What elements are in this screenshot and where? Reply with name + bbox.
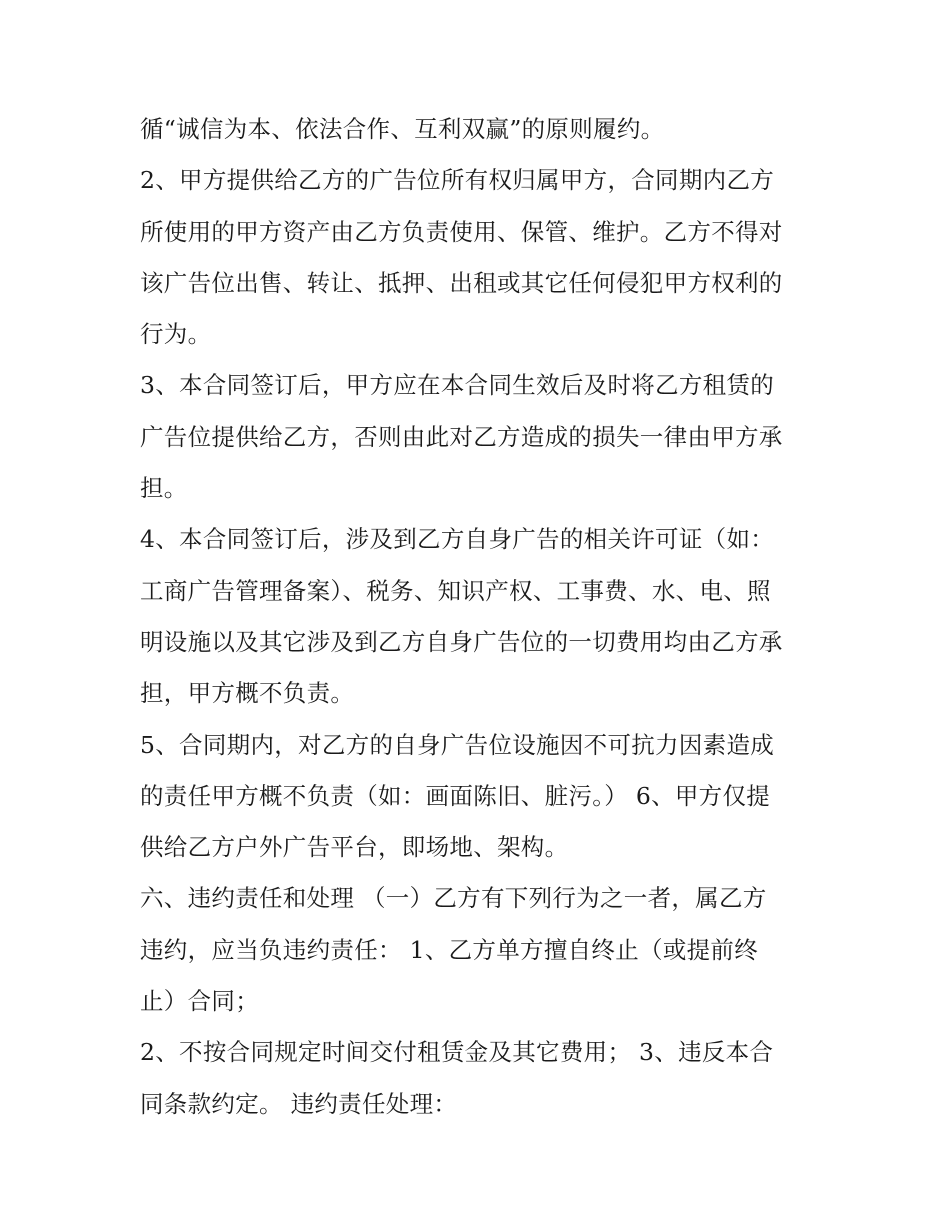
- text-line: 担，甲方概不负责。: [140, 679, 355, 708]
- text-line: 同条款约定。 违约责任处理：: [140, 1089, 458, 1118]
- text-line: 2、甲方提供给乙方的广告位所有权归属甲方，合同期内乙方: [140, 166, 775, 195]
- text-line: 广告位提供给乙方，否则由此对乙方造成的损失一律由甲方承: [140, 422, 783, 451]
- text-line: 六、违约责任和处理 （一）乙方有下列行为之一者，属乙方: [140, 884, 767, 913]
- text-line: 该广告位出售、转让、抵押、出租或其它任何侵犯甲方权利的: [140, 268, 783, 297]
- text-line: 止）合同；: [140, 987, 259, 1016]
- text-line: 2、不按合同规定时间交付租赁金及其它费用； 3、违反本合: [140, 1038, 774, 1067]
- text-line: 明设施以及其它涉及到乙方自身广告位的一切费用均由乙方承: [140, 627, 783, 656]
- text-line: 工商广告管理备案）、税务、知识产权、工事费、水、电、照: [140, 576, 771, 605]
- text-line: 3、本合同签订后，甲方应在本合同生效后及时将乙方租赁的: [140, 371, 775, 400]
- contract-text-body: [140, 104, 820, 1130]
- text-line: 违约，应当负违约责任： 1、乙方单方擅自终止（或提前终: [140, 935, 759, 964]
- text-line: 循“诚信为本、依法合作、互利双赢”的原则履约。: [140, 115, 665, 143]
- text-line: 所使用的甲方资产由乙方负责使用、保管、维护。乙方不得对: [140, 217, 783, 246]
- text-line: 5、合同期内，对乙方的自身广告位设施因不可抗力因素造成: [140, 730, 775, 759]
- text-line: 行为。: [140, 320, 212, 349]
- text-line: 供给乙方户外广告平台，即场地、架构。: [140, 833, 569, 862]
- text-line: 的责任甲方概不负责（如：画面陈旧、脏污。） 6、甲方仅提: [140, 781, 771, 810]
- text-line: 担。: [140, 474, 188, 503]
- text-line: 4、本合同签订后，涉及到乙方自身广告的相关许可证（如：: [140, 525, 775, 554]
